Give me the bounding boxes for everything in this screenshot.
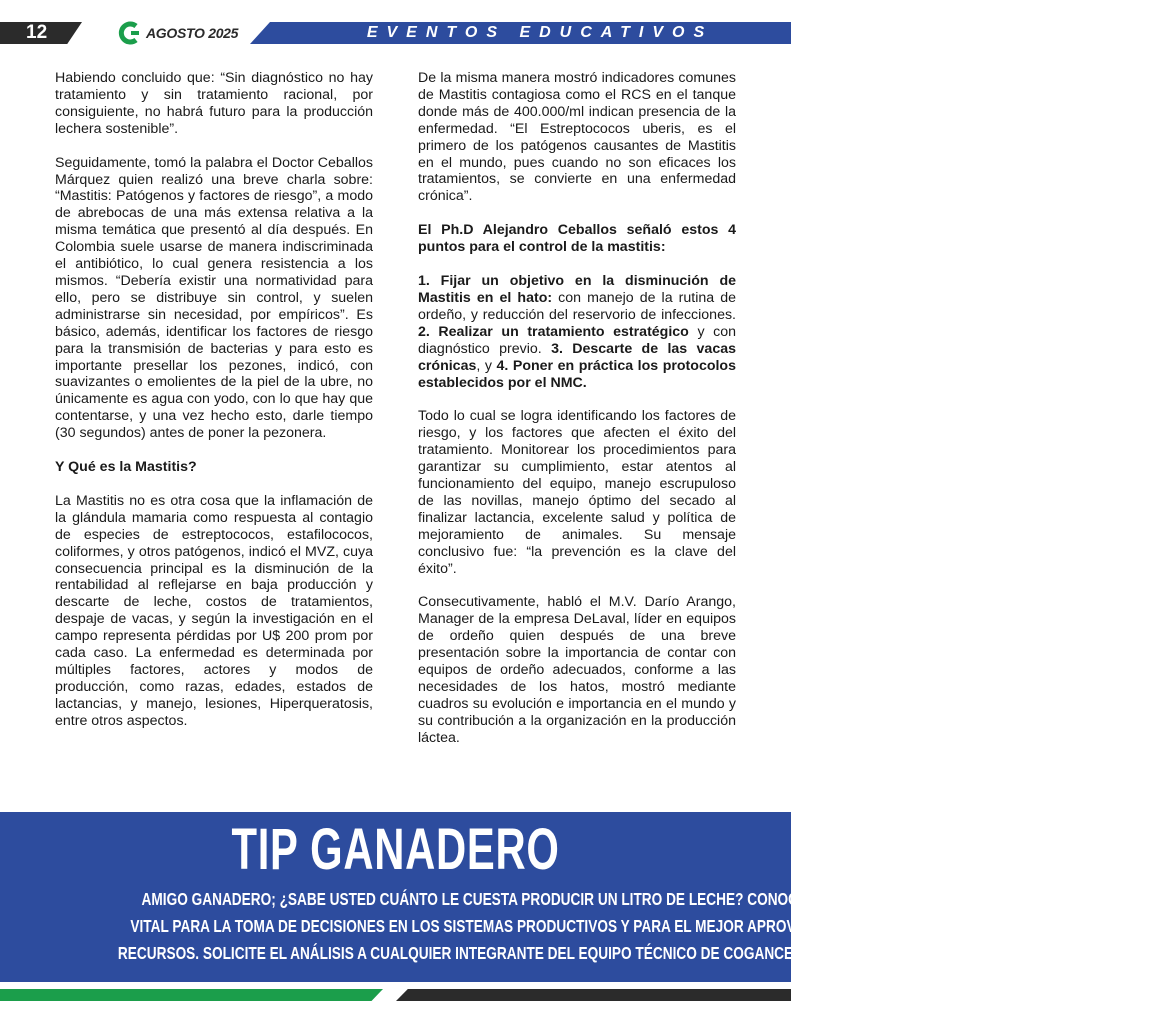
point-2-text: y con diagnóstico previo. — [418, 323, 736, 357]
paragraph: Habiendo concluido que: “Sin diagnóstico no hay tratamiento y sin tratamiento racional, por consiguiente, no habrá futuro para la producción lechera sostenible”. — [55, 70, 373, 137]
section-title: EVENTOS EDUCATIVOS — [366, 24, 714, 41]
left-column — [55, 70, 373, 747]
footer-green-bar — [0, 989, 383, 1001]
page-header — [0, 0, 791, 48]
subheading — [55, 459, 373, 476]
point-4-title: 4. Poner en práctica los protocolos establecidos por el NMC. — [418, 357, 736, 391]
point-1-text: con manejo de la rutina de ordeño, y reducción del reservorio de infecciones. — [418, 289, 736, 323]
tip-line: VITAL PARA LA TOMA DE DECISIONES EN LOS SISTEMAS PRODUCTIVOS Y PARA EL MEJOR APROVECHAMIENTO DE LOS — [130, 916, 942, 936]
paragraph: Todo lo cual se logra identificando los factores de riesgo, y los factores que afecten el éxito del tratamiento. Monitorear los procedimientos para garantizar su cumplimiento, estar atentos al funcionamiento del equipo, manejo escrupuloso de las novillas, manejo óptimo del secado al finalizar lactancia, excelente salud y política de mejoramiento de animales. Su mensaje conclusivo fue: “la prevención es la clave del éxito”. — [418, 408, 736, 577]
tip-line: RECURSOS. SOLICITE EL ANÁLISIS A CUALQUIER INTEGRANTE DEL EQUIPO TÉCNICO DE COGANCEVALLE. — [117, 943, 841, 963]
tip-line: AMIGO GANADERO; ¿SABE USTED CUÁNTO LE CUESTA PRODUCIR UN LITRO DE LECHE? CONOCER EL COSTO DE PRODUCCIÓN ES — [141, 889, 1032, 909]
footer-dark-bar — [396, 989, 791, 1001]
tip-text — [16, 886, 1032, 967]
paragraph: Consecutivamente, habló el M.V. Darío Arango, Manager de la empresa DeLaval, líder en equipos de ordeño quien después de una breve presentación sobre la importancia de contar con equipos de ordeño adecuados, conforme a las necesidades de los hatos, mostró mediante cuadros su evolución e importancia en el mundo y su contribución a la organización en la producción láctea. — [418, 594, 736, 746]
point-3-title: 3. Descarte de las vacas crónicas — [418, 340, 736, 374]
right-column — [418, 70, 736, 764]
tip-title: TIP GANADERO — [231, 817, 560, 882]
paragraph: Seguidamente, tomó la palabra el Doctor Ceballos Márquez quien realizó una breve charla sobre: “Mastitis: Patógenos y factores de riesgo”, a modo de abrebocas de una más extensa relativa a la misma temática que presentó al día después. En Colombia suele usarse de manera indiscriminada el antibiótico, lo cual genera resistencia a los mismos. “Debería existir una normatividad para ello, pero se distribuye sin control, y suelen administrarse sin necesidad, por empíricos”. Es básico, además, identificar los factores de riesgo para la transmisión de bacterias y para esto es importante presellar los pezones, indicó, con suavizantes o emolientes de la piel de la ubre, no únicamente es agua con yodo, con lo que hay que contentarse, y una vez hecho esto, darle tiempo (30 segundos) antes de poner la pezonera. — [55, 154, 373, 442]
paragraph: De la misma manera mostró indicadores comunes de Mastitis contagiosa como el RCS en el tanque donde más de 400.000/ml indican presencia de la enfermedad. “El Estreptococos uberis, es el primero de los patógenos causantes de Mastitis en el mundo, pues cuando no son eficaces los tratamientos, se convierte en una enfermedad crónica”. — [418, 70, 736, 205]
point-3-text: , y — [476, 357, 497, 374]
point-2-title: 2. Realizar un tratamiento estratégico — [418, 323, 689, 340]
page-number: 12 — [26, 22, 48, 43]
point-1-title: 1. Fijar un objetivo en la disminución de Mastitis en el hato: — [418, 273, 736, 306]
points-intro-text: El Ph.D Alejandro Ceballos señaló estos 4 puntos para el control de la mastitis: — [418, 222, 736, 256]
subheading-text: Y Qué es la Mastitis? — [55, 459, 197, 476]
points-intro — [418, 222, 736, 256]
control-points — [418, 273, 736, 391]
paragraph: La Mastitis no es otra cosa que la inflamación de la glándula mamaria como respuesta al contagio de especies de estreptococos, estafilococos, coliformes, y otros patógenos, indicó el MVZ, cuya consecuencia principal es la disminución de la rentabilidad al reflejarse en baja producción y descarte de leche, costos de tratamientos, despaje de vacas, y según la investigación en el campo representa pérdidas por U$ 200 prom por cada caso. La enfermedad es determinada por múltiples factores, actores y modos de producción, como razas, edades, estados de lactancias, y manejo, lesiones, Hiperqueratosis, entre otros aspectos. — [55, 492, 373, 729]
issue-date: AGOSTO 2025 — [146, 25, 239, 41]
cogancevalle-logo-icon — [118, 22, 142, 44]
